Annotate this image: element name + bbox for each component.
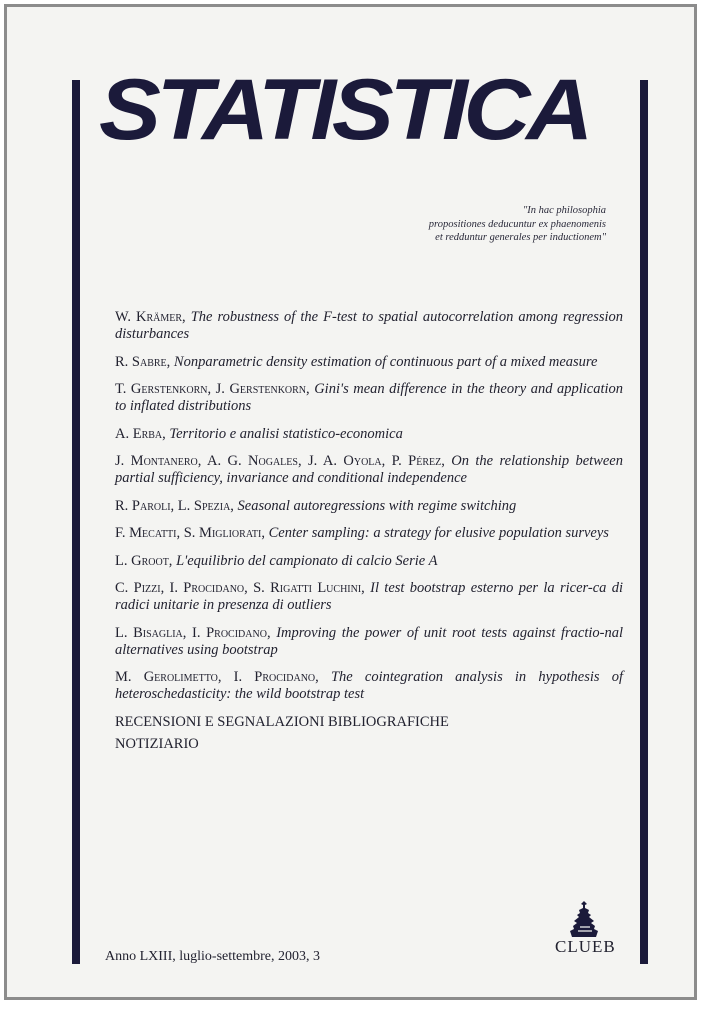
article-entry [115,498,623,515]
article-title: L'equilibrio del campionato di calcio Serie A [176,552,438,569]
article-entry [115,553,623,570]
article-title: The cointegration analysis in hypothesis of heteroschedasticity: the wild bootstrap test [115,669,624,702]
article-title: On the relationship between partial sufficiency, invariance and conditional independence [115,453,623,486]
article-entry [115,453,623,487]
article-title: Seasonal autoregressions with regime switching [237,497,517,514]
article-authors: L. Bisaglia, I. Procidano, [115,624,271,641]
section-news: NOTIZIARIO [115,735,199,752]
article-authors: L. Groot, [115,552,173,569]
article-authors: R. Sabre, [115,353,171,370]
article-title: Gini's mean difference in the theory and application to inflated distributions [115,381,624,414]
right-vertical-bar [640,80,648,964]
article-title: Center sampling: a strategy for elusive population surveys [268,525,609,541]
publisher-figure-icon [568,899,602,939]
article-entry [115,669,623,703]
article-entry [115,625,623,659]
article-authors: A. Erba, [115,425,166,442]
motto [429,204,606,245]
article-entry [115,381,623,415]
left-vertical-bar [72,80,80,964]
article-entry [115,426,623,443]
article-authors: T. Gerstenkorn, J. Gerstenkorn, [115,381,310,397]
article-title: Territorio e analisi statistico-economica [169,425,403,442]
article-authors: J. Montanero, A. G. Nogales, J. A. Oyola, P. Pérez, [115,453,445,469]
publisher-name: CLUEB [555,937,616,956]
journal-cover [4,4,697,1000]
article-entry [115,525,623,542]
article-title: Il test bootstrap esterno per la ricer-ca di radici unitarie in presenza di outliers [115,580,623,613]
article-title: Improving the power of unit root tests against fractio-nal alternatives using bootstrap [115,624,623,658]
article-entry [115,309,623,343]
issue-info: Anno LXIII, luglio-settembre, 2003, 3 [105,949,321,964]
article-entry [115,580,623,614]
article-authors: R. Paroli, L. Spezia, [115,497,234,514]
motto-line: et redduntur generales per inductionem" [435,232,606,243]
journal-title: STATISTICA [99,62,589,158]
article-entry [115,354,623,371]
motto-line: propositiones deducuntur ex phaenomenis [428,218,606,230]
article-title: The robustness of the F-test to spatial autocorrelation among regression disturbances [115,309,624,342]
section-reviews: RECENSIONI E SEGNALAZIONI BIBLIOGRAFICHE [115,713,449,730]
article-authors: F. Mecatti, S. Migliorati, [115,525,265,541]
article-authors: C. Pizzi, I. Procidano, S. Rigatti Luchini, [115,580,365,596]
publisher-logo [555,899,615,957]
article-title: Nonparametric density estimation of continuous part of a mixed measure [173,353,598,370]
motto-line: "In hac philosophia [522,205,606,216]
table-of-contents [115,309,623,758]
article-authors: W. Krämer, [115,309,186,325]
article-authors: M. Gerolimetto, I. Procidano, [115,669,319,685]
